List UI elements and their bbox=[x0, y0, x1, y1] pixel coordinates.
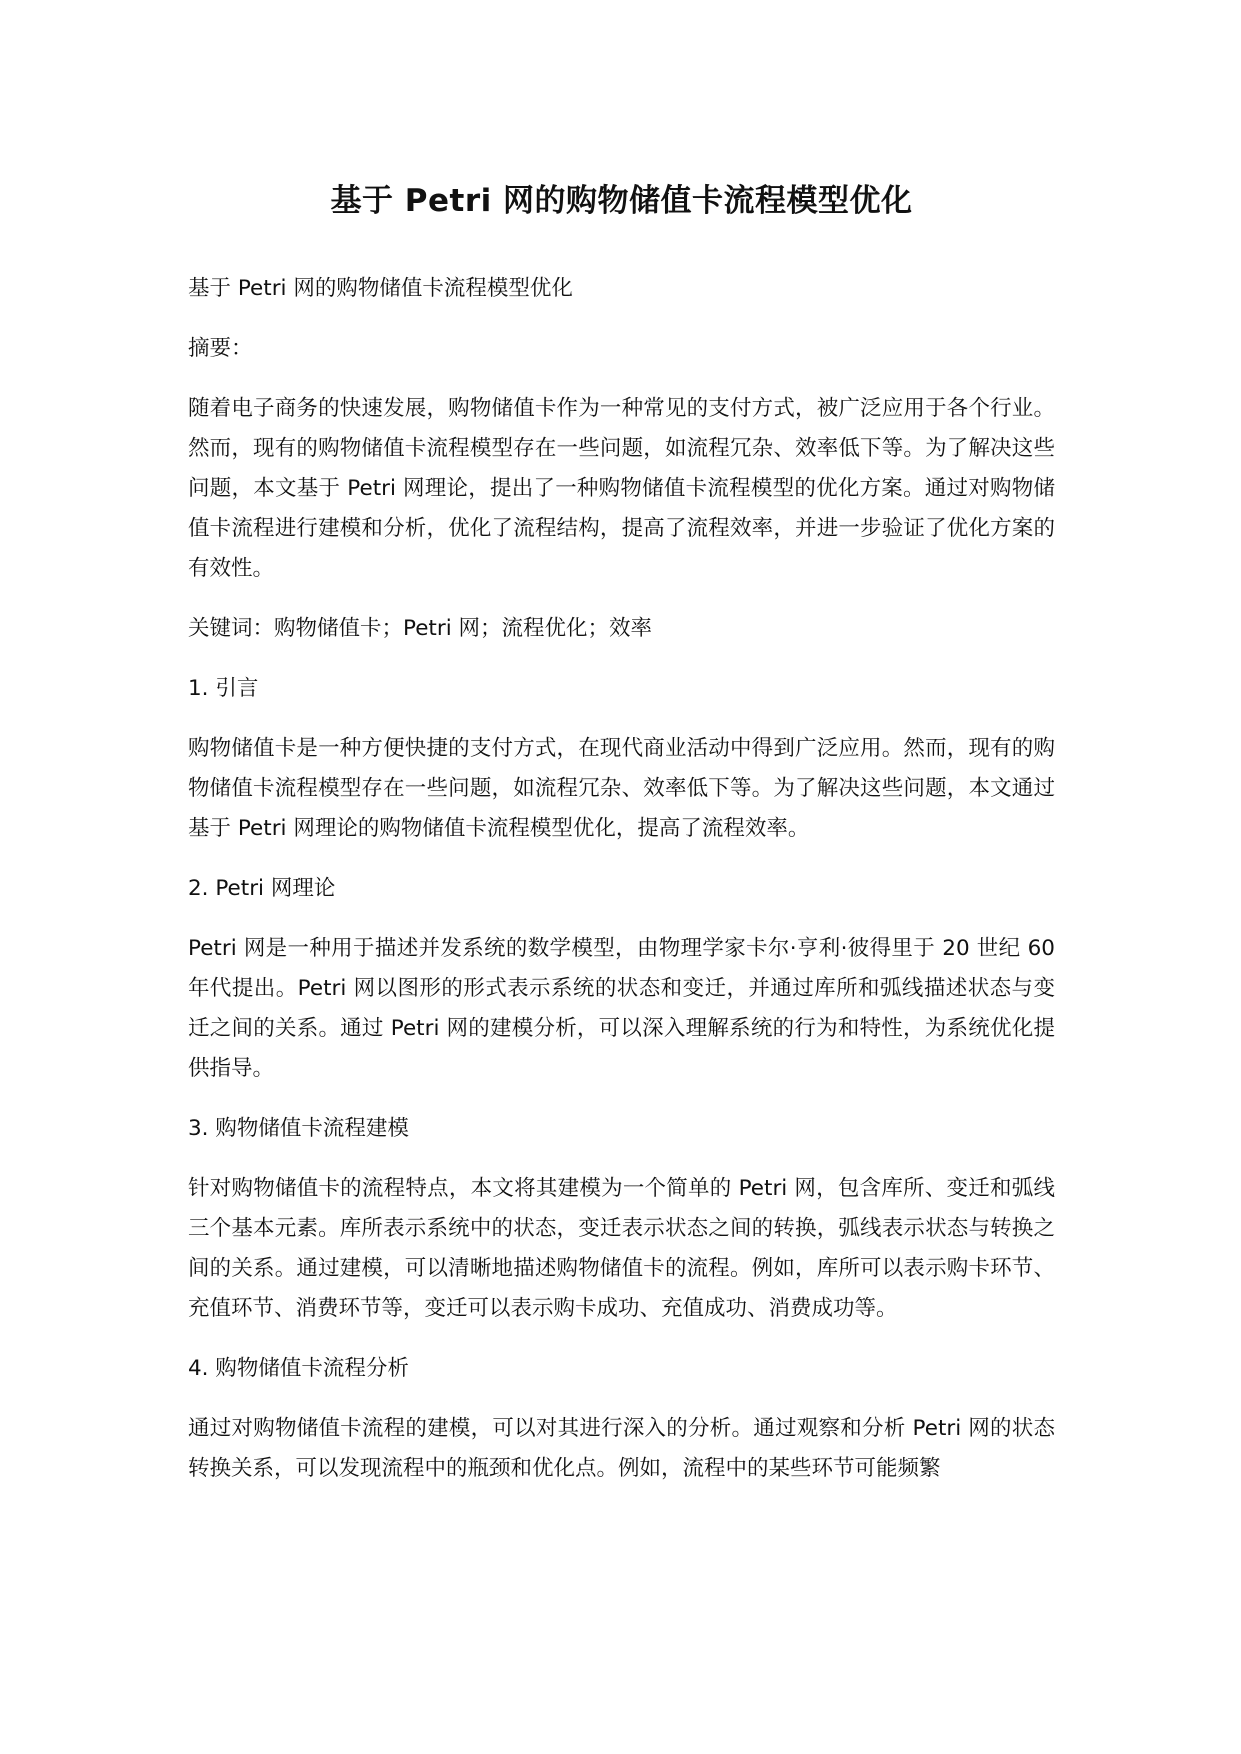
document-subtitle: 基于 Petri 网的购物储值卡流程模型优化 bbox=[188, 276, 573, 301]
section-heading-modeling: 3. 购物储值卡流程建模 bbox=[188, 1116, 409, 1141]
section-heading-analysis: 4. 购物储值卡流程分析 bbox=[188, 1356, 409, 1381]
abstract-paragraph: 随着电子商务的快速发展，购物储值卡作为一种常见的支付方式，被广泛应用于各个行业。然而，现有的购物储值卡流程模型存在一些问题，如流程冗杂、效率低下等。为了解决这些问题，本文基于 Petri 网理论，提出了一种购物储值卡流程模型的优化方案。通过对购物储值卡流程进行建模和分析，优化了流程结构，提高了流程效率，并进一步验证了优化方案的有效性。 bbox=[188, 396, 1055, 581]
abstract-label: 摘要： bbox=[188, 336, 253, 361]
section-body-petri-theory: Petri 网是一种用于描述并发系统的数学模型，由物理学家卡尔·亨利·彼得里于 20 世纪 60 年代提出。Petri 网以图形的形式表示系统的状态和变迁，并通过库所和弧线描述状态与变迁之间的关系。通过 Petri 网的建模分析，可以深入理解系统的行为和特性，为系统优化提供指导。 bbox=[188, 936, 1055, 1081]
document-body bbox=[188, 269, 1055, 1489]
section-heading-introduction: 1. 引言 bbox=[188, 676, 259, 701]
section-heading-petri-theory: 2. Petri 网理论 bbox=[188, 876, 336, 901]
document-title: 基于 Petri 网的购物储值卡流程模型优化 bbox=[330, 183, 913, 219]
keywords-line: 关键词：购物储值卡；Petri 网；流程优化；效率 bbox=[188, 616, 653, 641]
section-body-analysis: 通过对购物储值卡流程的建模，可以对其进行深入的分析。通过观察和分析 Petri 网的状态转换关系，可以发现流程中的瓶颈和优化点。例如，流程中的某些环节可能频繁 bbox=[188, 1416, 1055, 1481]
section-body-modeling: 针对购物储值卡的流程特点，本文将其建模为一个简单的 Petri 网，包含库所、变迁和弧线三个基本元素。库所表示系统中的状态，变迁表示状态之间的转换，弧线表示状态与转换之间的关系。通过建模，可以清晰地描述购物储值卡的流程。例如，库所可以表示购卡环节、充值环节、消费环节等，变迁可以表示购卡成功、充值成功、消费成功等。 bbox=[188, 1176, 1055, 1321]
section-body-introduction: 购物储值卡是一种方便快捷的支付方式，在现代商业活动中得到广泛应用。然而，现有的购物储值卡流程模型存在一些问题，如流程冗杂、效率低下等。为了解决这些问题，本文通过基于 Petri 网理论的购物储值卡流程模型优化，提高了流程效率。 bbox=[188, 736, 1055, 841]
